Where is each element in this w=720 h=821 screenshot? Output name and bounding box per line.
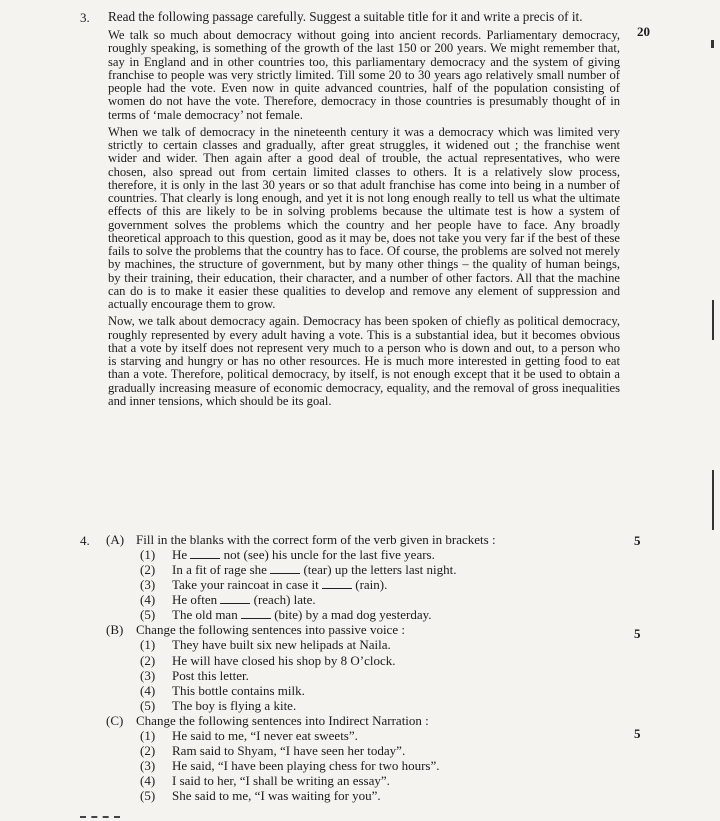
item-text-after: (bite) by a mad dog yesterday. xyxy=(274,607,432,623)
scan-edge-mark xyxy=(712,300,714,340)
item-text: He said to me, “I never eat sweets”. xyxy=(172,727,358,743)
section-c-marks: 5 xyxy=(634,726,641,741)
section-b-marks: 5 xyxy=(634,626,641,641)
fill-blank xyxy=(270,563,300,574)
passage-paragraph-1: We talk so much about democracy without going into ancient records. Parliamentary democracy, roughly speaking, is something of the growth of the last 150 or 200 years. We might remember that, say in England and in other countries too, this parliamentary democracy and the system of giving franchise to people was very strictly limited. Till some 20 to 30 years ago relatively small number of people had the vote. Even now in quite advanced countries, half of the population consisting of women do not have the vote. Therefore, democracy in those countries is presumably thought of in terms of ‘male democracy’ not female. xyxy=(108,28,620,122)
section-b-heading xyxy=(106,622,626,637)
question-4 xyxy=(106,532,626,803)
list-item xyxy=(106,577,626,592)
item-text: He said, “I have been playing chess for two hours”. xyxy=(172,758,440,774)
item-text-after: (tear) up the letters last night. xyxy=(303,562,457,578)
question-4-number: 4. xyxy=(80,533,90,548)
item-number: (2) xyxy=(140,652,156,668)
item-number: (1) xyxy=(140,727,156,743)
item-text: He will have closed his shop by 8 O’clock. xyxy=(172,652,396,668)
list-item xyxy=(106,788,626,803)
fill-blank xyxy=(220,593,250,604)
section-a-letter: (A) xyxy=(106,532,125,547)
item-text: This bottle contains milk. xyxy=(172,682,305,698)
list-item xyxy=(106,758,626,773)
item-text: I said to her, “I shall be writing an essay”. xyxy=(172,773,390,789)
question-3 xyxy=(108,10,620,412)
section-a-marks: 5 xyxy=(634,533,641,548)
item-number: (5) xyxy=(140,607,156,623)
fill-blank xyxy=(322,578,352,589)
item-number: (1) xyxy=(140,547,156,562)
item-text-after: (rain). xyxy=(355,577,388,593)
question-3-instruction: Read the following passage carefully. Suggest a suitable title for it and write a precis of it. xyxy=(108,9,583,24)
section-a-heading xyxy=(106,532,626,547)
item-text: She said to me, “I was waiting for you”. xyxy=(172,788,381,804)
item-text: Post this letter. xyxy=(172,667,249,683)
item-text: The boy is flying a kite. xyxy=(172,697,297,713)
item-number: (4) xyxy=(140,773,156,789)
item-number: (5) xyxy=(140,697,156,713)
item-text-after: (reach) late. xyxy=(253,592,316,608)
item-number: (3) xyxy=(140,758,156,774)
scan-edge-mark xyxy=(712,470,714,530)
section-c-letter: (C) xyxy=(106,712,124,728)
section-c-instruction: Change the following sentences into Indirect Narration : xyxy=(136,712,429,728)
item-text-before: He xyxy=(172,547,188,562)
item-number: (2) xyxy=(140,743,156,759)
item-text: They have built six new helipads at Naila. xyxy=(172,637,391,653)
list-item xyxy=(106,547,626,562)
list-item xyxy=(106,683,626,698)
list-item xyxy=(106,698,626,713)
passage-paragraph-2: When we talk of democracy in the nineteenth century it was a democracy which was limited very strictly to certain classes and gradually, after great struggles, it widened out ; the franchise went wider and wider. Then again after a good deal of trouble, the actual representatives, who were chosen, also spread out from certain limited classes to others. It is a relatively slow process, therefore, it is only in the last 30 years or so that adult franchise has come into being in a number of countries. That clearly is long enough, and yet it is not long enough really to tell us what the ultimate effects of this are likely to be in solving problems because the ultimate test is how a system of government solves the problems which the country and her people have to face. Any broadly theoretical approach to this question, good as it may be, does not take you very far if the best of these fails to solve the problems that the country has to face. Of course, the problems are solved not merely by machines, the structure of government, but by many other things – the quality of human beings, by their training, their education, their character, and a number of other factors. All that the machine can do is to make it easier these qualities to develop and remove any element of suppression and actually encourage them to grow. xyxy=(108,124,620,311)
item-text-before: Take your raincoat in case it xyxy=(172,577,319,593)
question-3-marks: 20 xyxy=(637,24,650,39)
item-number: (4) xyxy=(140,682,156,698)
fill-blank xyxy=(241,608,271,619)
fill-blank xyxy=(190,548,220,559)
item-text-before: The old man xyxy=(172,607,238,623)
item-number: (3) xyxy=(140,667,156,683)
item-text-before: He often xyxy=(172,592,218,608)
item-text-after: not (see) his uncle for the last five years. xyxy=(223,547,435,562)
item-number: (2) xyxy=(140,562,156,578)
list-item xyxy=(106,607,626,622)
list-item xyxy=(106,668,626,683)
item-text: Ram said to Shyam, “I have seen her today”. xyxy=(172,743,406,759)
list-item xyxy=(106,773,626,788)
scan-footer-mark xyxy=(80,816,120,821)
item-number: (4) xyxy=(140,592,156,608)
item-number: (3) xyxy=(140,577,156,593)
passage-paragraph-3: Now, we talk about democracy again. Democracy has been spoken of chiefly as political democracy, roughly represented by every adult having a vote. This is a substantial idea, but it becomes obvious that a vote by itself does not represent very much to a person who is down and out, to a person who is starving and hungry or has no other resources. He is much more interested in getting food to eat than a vote. Therefore, political democracy, by itself, is not enough except that it be used to obtain a gradually increasing measure of economic democracy, equality, and the removal of gross inequalities and inner tensions, which should be its goal. xyxy=(108,314,620,408)
list-item xyxy=(106,743,626,758)
item-number: (1) xyxy=(140,637,156,653)
list-item xyxy=(106,653,626,668)
list-item xyxy=(106,592,626,607)
list-item xyxy=(106,562,626,577)
section-b-letter: (B) xyxy=(106,622,124,638)
item-text-before: In a fit of rage she xyxy=(172,562,267,578)
item-number: (5) xyxy=(140,788,156,804)
list-item xyxy=(106,728,626,743)
list-item xyxy=(106,637,626,652)
section-a-instruction: Fill in the blanks with the correct form of the verb given in brackets : xyxy=(136,532,496,547)
question-3-number: 3. xyxy=(80,10,90,25)
section-b-instruction: Change the following sentences into passive voice : xyxy=(136,622,405,638)
section-c-heading xyxy=(106,713,626,728)
scan-edge-mark xyxy=(711,40,714,48)
